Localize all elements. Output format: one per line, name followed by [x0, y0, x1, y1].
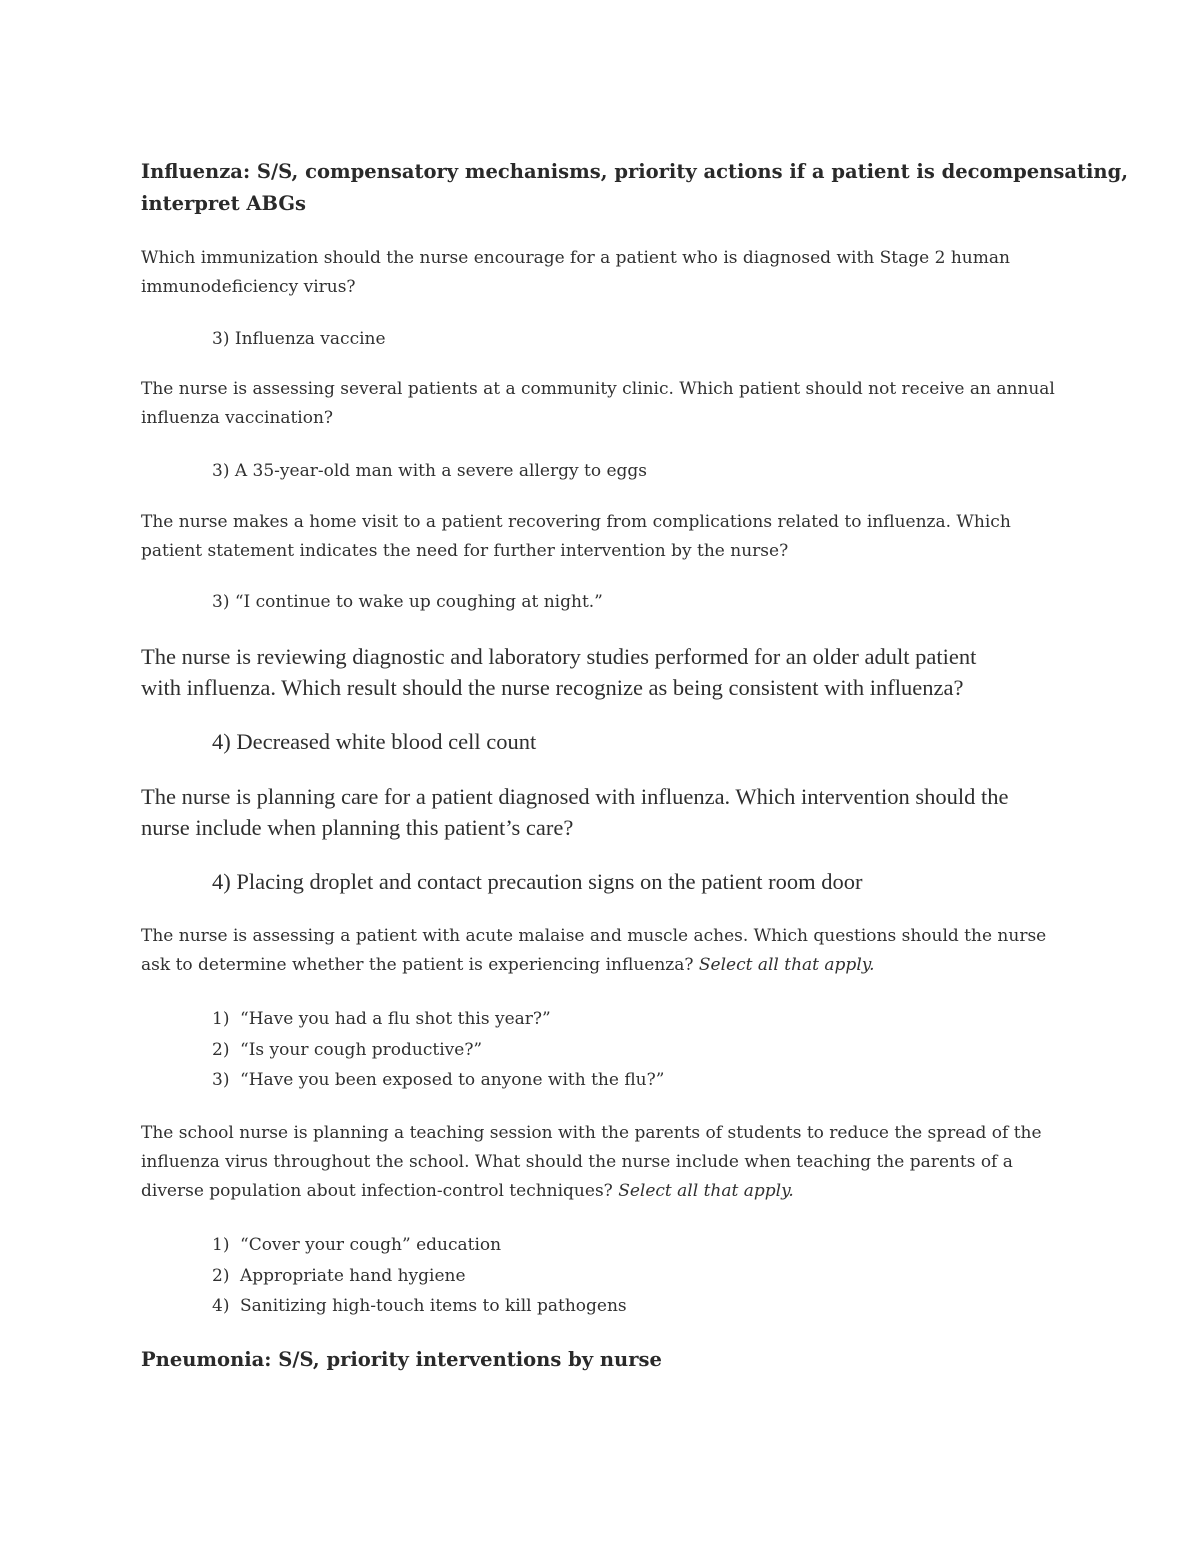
answer-number: 1)	[212, 1009, 230, 1029]
answer-text: “Cover your cough” education	[240, 1235, 502, 1255]
question-7-text: The school nurse is planning a teaching session with the parents of students to reduce the spread of the	[141, 1123, 1042, 1143]
answer-text: Appropriate hand hygiene	[240, 1265, 466, 1286]
question-3-text: The nurse makes a home visit to a patient recovering from complications related to influenza. Which	[141, 512, 1011, 532]
question-3-text-cont: patient statement indicates the need for further intervention by the nurse?	[141, 541, 789, 561]
answer-number: 1)	[212, 1235, 230, 1255]
question-6-text-plain: ask to determine whether the patient is experiencing influenza?	[141, 955, 694, 975]
answer-number: 2)	[212, 1039, 230, 1060]
question-6-text: The nurse is assessing a patient with acute malaise and muscle aches. Which questions should the nurse	[141, 926, 1047, 946]
list-item	[212, 1265, 627, 1296]
question-5-text-cont: nurse include when planning this patient’s care?	[141, 815, 574, 840]
question-1-text: Which immunization should the nurse encourage for a patient who is diagnosed with Stage 2 human	[141, 248, 1010, 268]
question-6-text-cont	[141, 955, 875, 975]
list-item	[212, 1039, 664, 1070]
question-4-text: The nurse is reviewing diagnostic and laboratory studies performed for an older adult patient	[141, 644, 977, 669]
select-all-note: Select all that apply.	[698, 955, 875, 975]
answer-text: Sanitizing high-touch items to kill pathogens	[240, 1296, 627, 1316]
question-4-answer: 4) Decreased white blood cell count	[212, 729, 537, 754]
question-1-text-cont: immunodeficiency virus?	[141, 277, 356, 297]
select-all-note: Select all that apply.	[618, 1181, 794, 1201]
list-item	[212, 1295, 627, 1326]
answer-text: “Have you had a flu shot this year?”	[240, 1009, 551, 1029]
list-item	[212, 1234, 627, 1265]
question-2-answer: 3) A 35-year-old man with a severe allergy to eggs	[212, 461, 648, 481]
question-7-answer-list	[212, 1234, 627, 1326]
question-6-answer-list	[212, 1008, 664, 1100]
question-3-answer: 3) “I continue to wake up coughing at night.”	[212, 592, 603, 612]
question-5-text: The nurse is planning care for a patient diagnosed with influenza. Which intervention should the	[141, 784, 1009, 809]
section-heading-influenza: Influenza: S/S, compensatory mechanisms, priority actions if a patient is decompensating,	[141, 160, 1128, 183]
question-7-text-cont: influenza virus throughout the school. What should the nurse include when teaching the parents of a	[141, 1152, 1013, 1172]
question-7-text-plain: diverse population about infection-control techniques?	[141, 1181, 613, 1201]
question-7-text-cont-2	[141, 1181, 794, 1201]
question-1-answer: 3) Influenza vaccine	[212, 329, 386, 349]
question-2-text: The nurse is assessing several patients at a community clinic. Which patient should not receive an annual	[141, 379, 1055, 399]
section-heading-influenza-cont: interpret ABGs	[141, 192, 306, 215]
answer-text: “Is your cough productive?”	[240, 1039, 483, 1060]
question-5-answer: 4) Placing droplet and contact precaution signs on the patient room door	[212, 869, 863, 894]
answer-text: “Have you been exposed to anyone with the flu?”	[240, 1070, 665, 1090]
list-item	[212, 1008, 664, 1039]
question-4-text-cont: with influenza. Which result should the nurse recognize as being consistent with influenza?	[141, 675, 964, 700]
question-2-text-cont: influenza vaccination?	[141, 408, 334, 428]
answer-number: 4)	[212, 1296, 230, 1316]
list-item	[212, 1069, 664, 1100]
answer-number: 2)	[212, 1265, 230, 1286]
section-heading-pneumonia: Pneumonia: S/S, priority interventions by nurse	[141, 1348, 662, 1371]
answer-number: 3)	[212, 1070, 230, 1090]
